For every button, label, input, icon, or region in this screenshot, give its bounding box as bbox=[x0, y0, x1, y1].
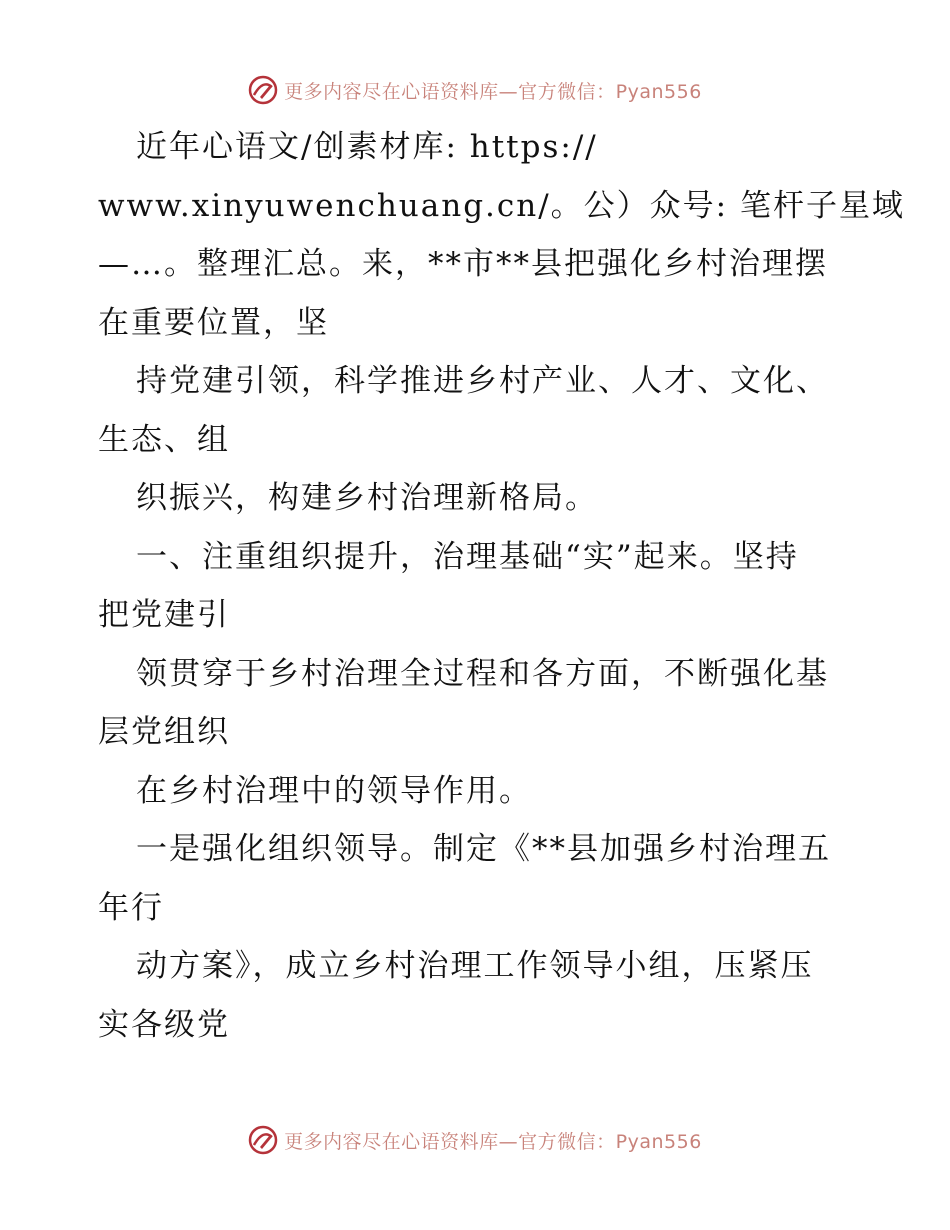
footer-banner bbox=[0, 1122, 950, 1158]
body-line: 近年心语文/创素材库: https:// bbox=[136, 129, 598, 165]
body-line: —…。整理汇总。来，**市**县把强化乡村治理摆 bbox=[98, 246, 828, 282]
body-line: 层党组织 bbox=[98, 714, 230, 750]
body-line: 生态、组 bbox=[98, 421, 230, 458]
body-line: 持党建引领，科学推进乡村产业、人才、文化、 bbox=[136, 363, 829, 399]
document-body bbox=[98, 118, 905, 1054]
body-line: 年行 bbox=[98, 889, 164, 926]
body-line: 织振兴，构建乡村治理新格局。 bbox=[136, 480, 598, 516]
body-line: 实各级党 bbox=[98, 1006, 230, 1043]
header-banner-text: 更多内容尽在心语资料库—官方微信：Pyan556 bbox=[284, 80, 702, 103]
body-line: 一、注重组织提升，治理基础“实”起来。坚持 bbox=[136, 538, 799, 575]
body-line: 一是强化组织领导。制定《**县加强乡村治理五 bbox=[136, 831, 831, 867]
body-line: 动方案》，成立乡村治理工作领导小组，压紧压 bbox=[136, 948, 814, 984]
red-pen-seal-icon bbox=[248, 1125, 278, 1155]
body-line: 领贯穿于乡村治理全过程和各方面，不断强化基 bbox=[136, 655, 829, 692]
header-banner bbox=[0, 72, 950, 108]
body-line: 把党建引 bbox=[98, 597, 230, 633]
body-line: 在乡村治理中的领导作用。 bbox=[136, 772, 532, 809]
footer-banner-text: 更多内容尽在心语资料库—官方微信：Pyan556 bbox=[284, 1130, 702, 1153]
body-line: 在重要位置，坚 bbox=[98, 304, 329, 341]
red-pen-seal-icon bbox=[248, 75, 278, 105]
body-line: www.xinyuwenchuang.cn/。公）众号: 笔杆子星域 bbox=[98, 187, 905, 224]
